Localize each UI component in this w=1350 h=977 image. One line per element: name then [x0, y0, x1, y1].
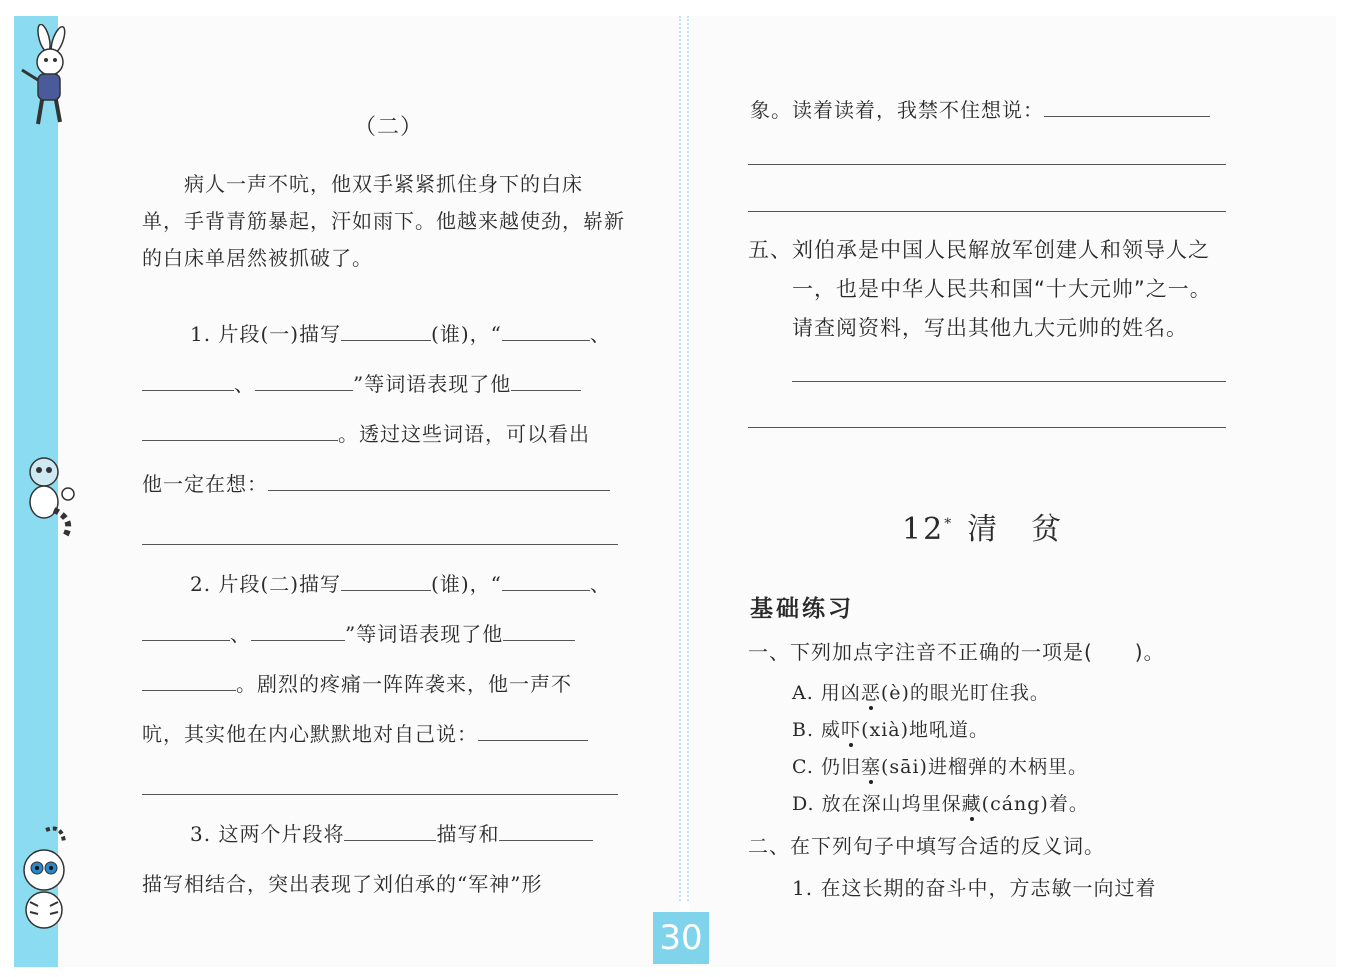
passage-line-3: 的白床单居然被抓破了。 — [142, 246, 373, 270]
q2-blank-who[interactable] — [341, 570, 431, 591]
lesson-title — [902, 504, 1063, 548]
option-a-pre: A. 用凶 — [792, 682, 861, 704]
q3-and: 描写和 — [436, 822, 500, 846]
q3-blank-2[interactable] — [499, 820, 593, 841]
q1-see: 。透过这些词语，可以看出 — [338, 422, 590, 446]
q3-line-1 — [190, 818, 593, 847]
q2-line-4 — [142, 718, 588, 747]
option-d-dotted: 藏 — [961, 793, 982, 815]
q3-prefix: 3. 这两个片段将 — [190, 822, 345, 846]
q1-text: 一、下列加点字注音不正确的一项是( )。 — [748, 640, 1165, 664]
q2-blank-inner[interactable] — [478, 720, 588, 741]
q2-text: 二、在下列句子中填写合适的反义词。 — [748, 834, 1105, 858]
q2-shows: ”等词语表现了他 — [345, 622, 504, 646]
option-b-dotted: 吓 — [841, 719, 862, 741]
option-c[interactable] — [792, 752, 1088, 779]
lesson-number: 12 — [902, 512, 945, 547]
q1-who-label: (谁)，“ — [431, 322, 502, 346]
q1-blank-thought[interactable] — [268, 470, 610, 491]
option-b[interactable] — [792, 715, 989, 742]
rabbit-mascot-icon — [14, 24, 78, 134]
q1-sep-2: 、 — [234, 372, 255, 396]
q1-blank-word-2[interactable] — [142, 370, 234, 391]
lesson-name: 清 贫 — [967, 512, 1064, 547]
q2-line-2 — [142, 618, 575, 647]
q2-answer-line[interactable] — [142, 794, 618, 795]
q1-shows: ”等词语表现了他 — [353, 372, 512, 396]
option-a-post: (è)的眼光盯住我。 — [880, 682, 1050, 704]
option-d-pre: D. 放在深山坞里保 — [792, 793, 962, 815]
continuation-blank[interactable] — [1044, 96, 1210, 117]
q5-line-1: 五、刘伯承是中国人民解放军创建人和领导人之 — [748, 238, 1210, 262]
q5-line-2: 一，也是中华人民共和国“十大元帅”之一。 — [792, 277, 1212, 301]
q5-line-3: 请查阅资料，写出其他九大元帅的姓名。 — [792, 316, 1188, 340]
q1-blank-word-1[interactable] — [502, 320, 590, 341]
q2-blank-word-1[interactable] — [502, 570, 590, 591]
tiger-mascot-icon — [12, 822, 74, 934]
section-heading: 基础练习 — [750, 596, 854, 622]
passage-line-2: 单，手背青筋暴起，汗如雨下。他越来越使劲，崭新 — [142, 209, 625, 233]
option-d-post: (cáng)着。 — [981, 793, 1089, 815]
option-c-dotted: 塞 — [860, 756, 881, 778]
q2-who-label: (谁)，“ — [431, 572, 502, 596]
q1-line-1 — [190, 318, 611, 347]
continuation-text: 象。读着读着，我禁不住想说： — [750, 98, 1044, 122]
section-title: （二） — [354, 115, 424, 140]
q1-blank-trait[interactable] — [511, 370, 581, 391]
page-number: 30 — [653, 912, 709, 964]
q2-sep-1: 、 — [589, 572, 611, 596]
passage-line-1: 病人一声不吭，他双手紧紧抓住身下的白床 — [184, 172, 583, 196]
q2-blank-trait-cont[interactable] — [142, 670, 236, 691]
option-c-pre: C. 仍旧 — [792, 756, 861, 778]
q2-item-1: 1. 在这长期的奋斗中，方志敏一向过着 — [792, 876, 1157, 900]
lesson-star: * — [944, 516, 954, 532]
right-page — [690, 16, 1336, 967]
q2-inner: 吭，其实他在内心默默地对自己说： — [142, 722, 478, 746]
q2-line-1 — [190, 568, 611, 597]
q5-answer-line-2[interactable] — [748, 427, 1226, 428]
raccoon-mascot-icon — [14, 450, 80, 545]
q2-blank-word-2[interactable] — [142, 620, 230, 641]
page-fold — [679, 16, 689, 901]
q3-blank-1[interactable] — [344, 820, 436, 841]
option-b-pre: B. 威 — [792, 719, 842, 741]
option-a[interactable] — [792, 678, 1050, 705]
q1-think: 他一定在想： — [142, 472, 268, 496]
option-c-post: (sāi)进榴弹的木柄里。 — [880, 756, 1088, 778]
q1-blank-word-3[interactable] — [255, 370, 353, 391]
q5-answer-line-1[interactable] — [792, 381, 1226, 382]
continuation-line — [750, 94, 1210, 123]
q1-answer-line[interactable] — [142, 544, 618, 545]
q1-blank-who[interactable] — [341, 320, 431, 341]
option-d[interactable] — [792, 789, 1089, 816]
option-a-dotted: 恶 — [860, 682, 881, 704]
q1-sep-1: 、 — [589, 322, 611, 346]
q1-line-2 — [142, 368, 581, 397]
q2-blank-word-3[interactable] — [251, 620, 345, 641]
continuation-answer-line-1[interactable] — [748, 164, 1226, 165]
q3-line-2: 描写相结合，突出表现了刘伯承的“军神”形 — [142, 872, 543, 896]
q2-sep-2: 、 — [230, 622, 251, 646]
q1-line-4 — [142, 468, 610, 497]
q2-pain: 。剧烈的疼痛一阵阵袭来，他一声不 — [236, 672, 572, 696]
q1-prefix: 1. 片段(一)描写 — [190, 322, 342, 346]
q1-blank-trait-cont[interactable] — [142, 420, 338, 441]
q2-blank-trait[interactable] — [503, 620, 575, 641]
option-b-post: (xià)地吼道。 — [861, 719, 990, 741]
continuation-answer-line-2[interactable] — [748, 211, 1226, 212]
q1-line-3 — [142, 418, 590, 447]
q2-prefix: 2. 片段(二)描写 — [190, 572, 342, 596]
q2-line-3 — [142, 668, 572, 697]
